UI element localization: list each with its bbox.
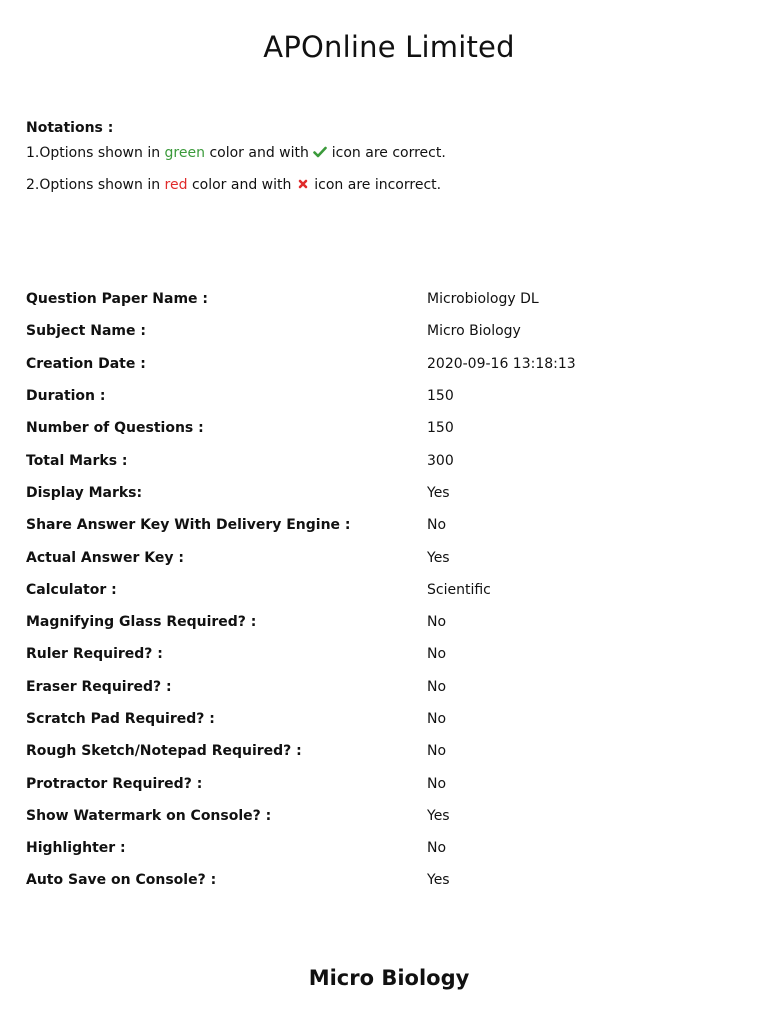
detail-label: Show Watermark on Console? : bbox=[26, 807, 272, 824]
detail-row-calculator bbox=[26, 574, 726, 606]
detail-value: Yes bbox=[427, 807, 450, 824]
notation-incorrect-suffix: icon are incorrect. bbox=[314, 177, 442, 193]
cross-icon bbox=[296, 176, 310, 190]
detail-row-eraser bbox=[26, 671, 726, 703]
detail-value: Microbiology DL bbox=[427, 291, 539, 308]
section-title: Micro Biology bbox=[308, 966, 470, 990]
check-icon bbox=[313, 144, 327, 158]
detail-value: No bbox=[427, 517, 447, 534]
page-title: APOnline Limited bbox=[263, 30, 515, 64]
notation-correct bbox=[26, 142, 446, 174]
detail-label: Display Marks: bbox=[26, 484, 143, 501]
detail-row-magnifying-glass bbox=[26, 606, 726, 638]
detail-value: 150 bbox=[427, 388, 454, 405]
detail-label: Magnifying Glass Required? : bbox=[26, 614, 257, 631]
detail-label: Total Marks : bbox=[26, 452, 128, 469]
notation-correct-suffix: icon are correct. bbox=[331, 145, 446, 161]
detail-row-scratch-pad bbox=[26, 703, 726, 735]
detail-row-rough-sketch bbox=[26, 735, 726, 767]
detail-row-auto-save bbox=[26, 864, 726, 896]
detail-row-duration bbox=[26, 380, 726, 412]
detail-label: Subject Name : bbox=[26, 323, 146, 340]
detail-row-creation-date bbox=[26, 348, 726, 380]
detail-label: Scratch Pad Required? : bbox=[26, 711, 215, 727]
detail-row-highlighter bbox=[26, 832, 726, 864]
detail-row-display-marks bbox=[26, 477, 726, 509]
detail-value: 150 bbox=[427, 420, 454, 437]
notation-incorrect-middle: color and with bbox=[191, 177, 292, 193]
detail-label: Share Answer Key With Delivery Engine : bbox=[26, 517, 351, 534]
detail-row-question-paper-name bbox=[26, 283, 726, 315]
notation-correct-middle: color and with bbox=[209, 145, 309, 161]
notation-correct-prefix: 1.Options shown in bbox=[26, 145, 161, 161]
detail-row-actual-answer-key bbox=[26, 541, 726, 573]
detail-label: Creation Date : bbox=[26, 355, 146, 372]
detail-label: Ruler Required? : bbox=[26, 646, 163, 663]
detail-row-share-answer-key bbox=[26, 509, 726, 541]
detail-label: Calculator : bbox=[26, 581, 117, 598]
detail-value: Yes bbox=[427, 549, 450, 566]
detail-value: Yes bbox=[427, 484, 450, 501]
detail-label: Highlighter : bbox=[26, 840, 126, 857]
detail-value: Scientific bbox=[427, 581, 491, 598]
detail-value: Micro Biology bbox=[427, 323, 521, 340]
detail-row-total-marks bbox=[26, 444, 726, 476]
detail-value: No bbox=[427, 775, 447, 792]
detail-value: 300 bbox=[427, 452, 454, 469]
detail-label: Eraser Required? : bbox=[26, 678, 172, 695]
detail-label: Duration : bbox=[26, 388, 106, 405]
detail-row-subject-name bbox=[26, 315, 726, 347]
paper-details-table bbox=[26, 283, 726, 897]
notations-block bbox=[26, 120, 446, 206]
notations-heading: Notations : bbox=[26, 120, 114, 136]
detail-value: No bbox=[427, 646, 447, 663]
detail-row-protractor bbox=[26, 767, 726, 799]
detail-row-number-of-questions bbox=[26, 412, 726, 444]
detail-label: Question Paper Name : bbox=[26, 291, 208, 308]
detail-row-ruler bbox=[26, 638, 726, 670]
detail-row-show-watermark bbox=[26, 800, 726, 832]
detail-label: Protractor Required? : bbox=[26, 775, 203, 792]
detail-label: Number of Questions : bbox=[26, 420, 204, 437]
detail-label: Rough Sketch/Notepad Required? : bbox=[26, 743, 302, 760]
detail-value: No bbox=[427, 614, 447, 631]
detail-label: Actual Answer Key : bbox=[26, 549, 184, 566]
notation-incorrect-color-word: red bbox=[164, 177, 188, 193]
detail-value: No bbox=[427, 711, 447, 727]
detail-value: 2020-09-16 13:18:13 bbox=[427, 355, 576, 372]
notation-incorrect bbox=[26, 174, 446, 206]
detail-value: No bbox=[427, 840, 447, 857]
detail-label: Auto Save on Console? : bbox=[26, 872, 217, 889]
detail-value: No bbox=[427, 743, 447, 760]
notation-incorrect-prefix: 2.Options shown in bbox=[26, 177, 161, 193]
notation-correct-color-word: green bbox=[164, 145, 205, 161]
detail-value: No bbox=[427, 678, 447, 695]
detail-value: Yes bbox=[427, 872, 450, 889]
